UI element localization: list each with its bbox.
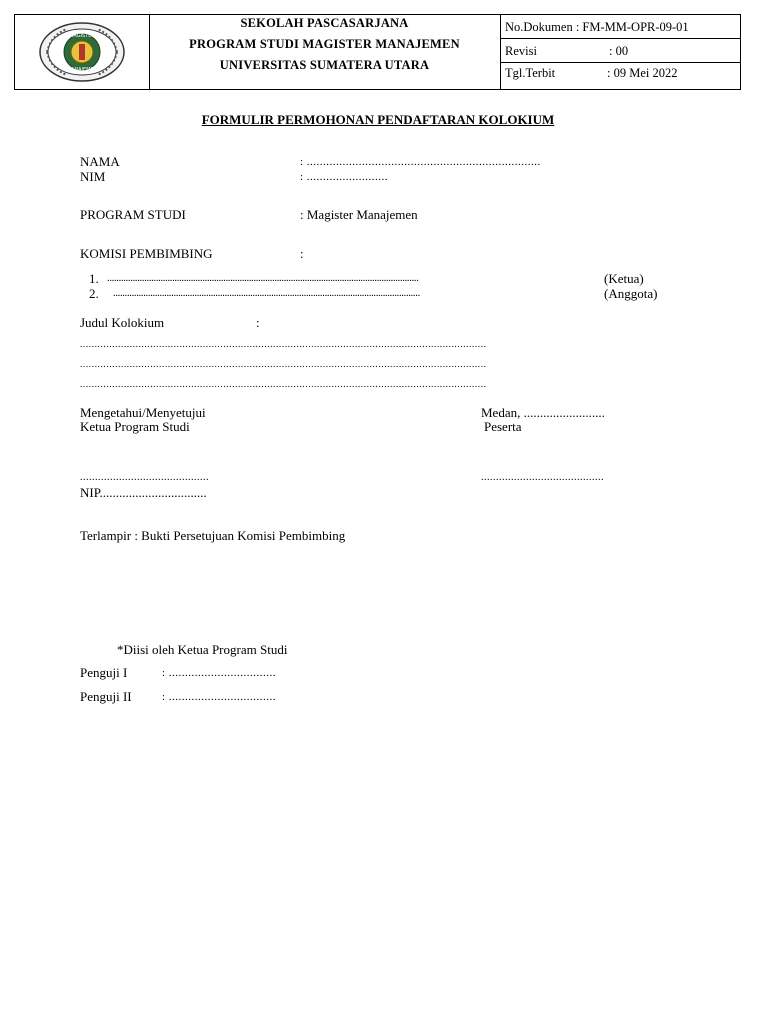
komisi-colon: :	[300, 246, 304, 261]
svg-text:MAGISTER: MAGISTER	[69, 33, 95, 39]
revision-value: : 00	[609, 44, 629, 58]
komisi-item-1-role: (Ketua)	[604, 271, 644, 286]
issue-date-row	[501, 63, 741, 87]
approve-role: Ketua Program Studi	[80, 419, 190, 434]
judul-line-2[interactable]: ...........................................................................................................................................	[80, 360, 487, 370]
penguji-2-label: Penguji II	[80, 689, 132, 704]
nim-label: NIM	[80, 169, 106, 184]
issue-date-value: : 09 Mei 2022	[607, 66, 678, 80]
penguji-1-label: Penguji I	[80, 665, 128, 680]
judul-line-3[interactable]: ...........................................................................................................................................	[80, 380, 487, 390]
institution-line-2: PROGRAM STUDI MAGISTER MANAJEMEN	[189, 37, 460, 51]
komisi-item-2-role: (Anggota)	[604, 286, 658, 301]
judul-colon: :	[256, 315, 260, 330]
penguji-1-field[interactable]: : .................................	[162, 667, 277, 679]
nim-field[interactable]: : .........................	[300, 171, 389, 183]
nama-field[interactable]: : ........................................................................	[300, 156, 541, 168]
doc-number: No.Dokumen : FM-MM-OPR-09-01	[505, 20, 689, 34]
komisi-label: KOMISI PEMBIMBING	[80, 246, 213, 261]
document-header	[14, 14, 741, 90]
approve-label: Mengetahui/Menyetujui	[80, 405, 206, 420]
revision-label: Revisi	[505, 44, 537, 58]
penguji-2-field[interactable]: : .................................	[162, 691, 277, 703]
participant-role: Peserta	[484, 419, 522, 434]
komisi-item-2-number: 2.	[89, 286, 99, 301]
institution-line-3: UNIVERSITAS SUMATERA UTARA	[219, 58, 430, 72]
logo-cell	[15, 15, 150, 89]
program-head-note: *Diisi oleh Ketua Program Studi	[117, 642, 288, 657]
doc-number-row	[501, 15, 741, 39]
judul-label: Judul Kolokium	[80, 315, 165, 330]
attachment-note: Terlampir : Bukti Persetujuan Komisi Pembimbing	[80, 528, 346, 543]
form-title: FORMULIR PERMOHONAN PENDAFTARAN KOLOKIUM	[201, 112, 555, 127]
issue-date-label: Tgl.Terbit	[505, 66, 556, 80]
revision-row	[501, 39, 741, 63]
prodi-value: : Magister Manajemen	[300, 207, 418, 222]
signature-left-line[interactable]: ...........................................	[80, 472, 209, 483]
judul-line-1[interactable]: ...........................................................................................................................................	[80, 340, 487, 350]
institution-cell	[149, 15, 501, 89]
komisi-item-2-field[interactable]: ....................................................................................................................................	[113, 288, 420, 299]
prodi-label: PROGRAM STUDI	[80, 207, 186, 222]
nip-field[interactable]: NIP.................................	[80, 485, 207, 500]
svg-text:MANAJEMEN: MANAJEMEN	[66, 67, 98, 73]
komisi-item-1-number: 1.	[89, 271, 99, 286]
institution-line-1: SEKOLAH PASCASARJANA	[240, 16, 409, 30]
place-date-field[interactable]: Medan, .........................	[481, 405, 605, 420]
signature-right-line[interactable]: .........................................	[481, 472, 604, 483]
university-logo	[37, 21, 127, 83]
komisi-item-1-field[interactable]: ......................................................................................................................................	[107, 273, 419, 284]
nama-label: NAMA	[80, 154, 120, 169]
